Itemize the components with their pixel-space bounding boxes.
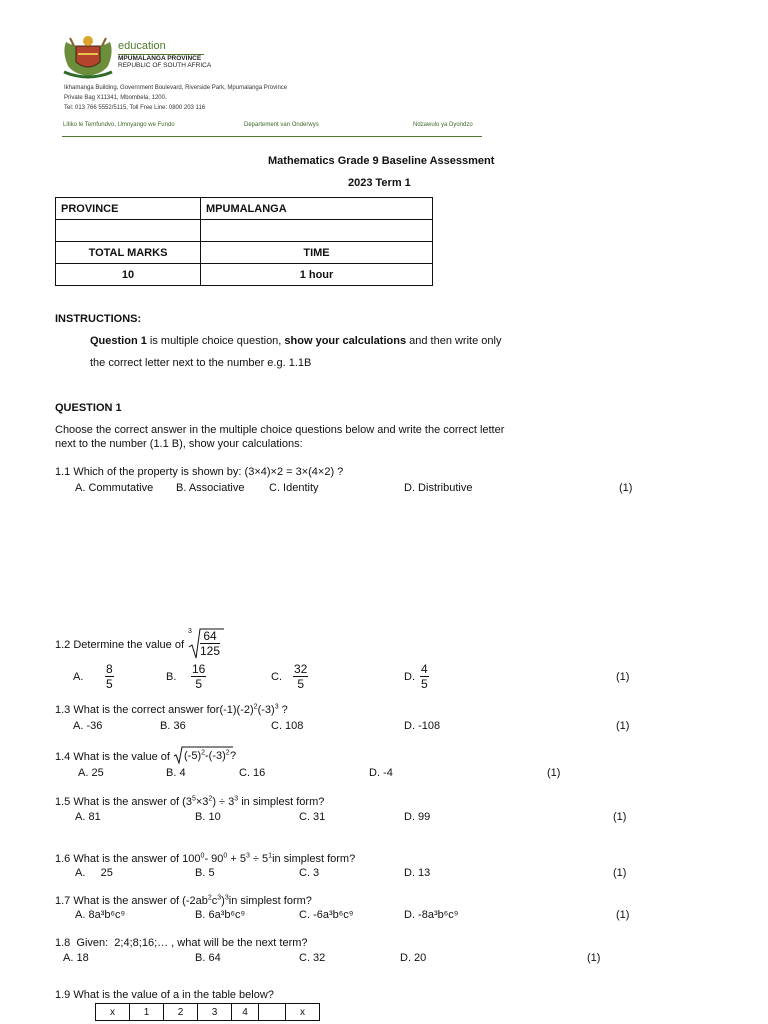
fraction-numerator: 8 (106, 662, 113, 676)
q1-2-mark: (1) (616, 671, 630, 683)
q1-5-text-part: in simplest form? (238, 796, 325, 808)
lang-line-2: Departement van Onderwys (244, 122, 319, 128)
fraction-denominator: 5 (421, 677, 428, 691)
exponent: 2 (207, 894, 212, 902)
exponent: 2 (201, 749, 206, 757)
q1-2-text: 1.2 Determine the value of (55, 639, 185, 651)
q1-6-mark: (1) (613, 867, 627, 879)
q1-1-option-c: C. Identity (269, 482, 319, 494)
instructions-text-3: and then write only (406, 335, 502, 347)
q1-4-mark: (1) (547, 767, 561, 779)
q1-1-option-a: A. Commutative (75, 482, 154, 494)
lang-line-3: Ndzawulo ya Dyondzo (413, 122, 473, 128)
q1-8-option-c: C. 32 (299, 952, 326, 964)
q1-3-mark: (1) (616, 720, 630, 732)
question-1-intro-2: next to the number (1.1 B), show your calculations: (55, 438, 303, 450)
q1-8-option-b: B. 64 (195, 952, 221, 964)
lang-line-1: Litiko le Temfundvo, Umnyango we Fundo (63, 122, 175, 128)
exponent: 2 (208, 795, 213, 803)
q1-4-option-a: A. 25 (78, 767, 104, 779)
q1-7-text-part: c (211, 895, 218, 907)
q1-7-text (55, 895, 312, 907)
empty-cell (201, 220, 433, 242)
table-cell: 1 (130, 1004, 164, 1021)
q1-8-mark: (1) (587, 952, 601, 964)
address-line-1: Ikhamanga Building, Government Boulevard, Riverside Park, Mpumalanga Province (64, 85, 288, 91)
q1-1-mark: (1) (619, 482, 633, 494)
q1-3-text-part: (-3) (257, 704, 275, 716)
q1-6-text-part: 1.6 What is the answer of 100 (55, 853, 201, 865)
q1-6-option-a: A. 25 (75, 867, 113, 879)
exponent: 3 (217, 894, 222, 902)
q1-6-text-part: ÷ 5 (249, 853, 269, 865)
q1-3-text-part: 1.3 What is the correct answer for(-1)(-2) (55, 704, 254, 716)
fraction-denominator: 5 (195, 677, 203, 691)
q1-7-text-part: 1.7 What is the answer of (-2ab (55, 895, 208, 907)
q1-5-option-b: B. 10 (195, 811, 221, 823)
instructions-heading: INSTRUCTIONS: (55, 313, 142, 325)
assessment-title: Mathematics Grade 9 Baseline Assessment (268, 155, 495, 167)
q1-7-option-a: A. 8a³b⁶c⁹ (75, 909, 126, 921)
q1-5-option-d: D. 99 (404, 811, 431, 823)
q1-4-option-c: C. 16 (239, 767, 266, 779)
question-1-intro-1: Choose the correct answer in the multiple choice questions below and write the correct letter (55, 424, 505, 436)
total-marks-label-cell: TOTAL MARKS (56, 242, 201, 264)
q1-4-radicand (184, 750, 230, 762)
q1-9-text: 1.9 What is the value of a in the table below? (55, 989, 274, 1001)
table-cell: 3 (198, 1004, 232, 1021)
fraction-numerator: 32 (294, 662, 308, 676)
radicand-part: (-5) (184, 750, 202, 762)
q1-6-text (55, 853, 355, 865)
instructions-question-ref: Question 1 (90, 335, 147, 347)
q1-5-option-c: C. 31 (299, 811, 326, 823)
q1-5-text-part: 1.5 What is the answer of (3 (55, 796, 192, 808)
province-value-cell: MPUMALANGA (201, 198, 433, 220)
q1-6-option-c: C. 3 (299, 867, 320, 879)
instructions-line-2: the correct letter next to the number e.g. 1.1B (90, 357, 312, 369)
q1-1-option-d: D. Distributive (404, 482, 473, 494)
root-denominator: 125 (200, 644, 221, 658)
info-table (55, 197, 433, 286)
exponent: 5 (191, 795, 196, 803)
q1-3-option-c: C. 108 (271, 720, 304, 732)
q1-7-mark: (1) (616, 909, 630, 921)
instructions-text-1: is multiple choice question, (146, 335, 285, 347)
q1-2-option-c-fraction (293, 662, 308, 691)
table-cell (259, 1004, 286, 1021)
exponent: 3 (224, 894, 229, 902)
letterhead-divider (62, 136, 482, 137)
province-label-cell: PROVINCE (56, 198, 201, 220)
dept-name: education (118, 40, 166, 52)
exponent: 0 (200, 852, 205, 860)
table-cell: x (286, 1004, 320, 1021)
exponent: 2 (225, 749, 230, 757)
q1-5-mark: (1) (613, 811, 627, 823)
table-cell: 4 (232, 1004, 259, 1021)
country-line: REPUBLIC OF SOUTH AFRICA (118, 62, 212, 69)
q1-5-text (55, 796, 324, 808)
q1-3-option-b: B. 36 (160, 720, 186, 732)
q1-9-value-table (95, 1003, 320, 1021)
q1-3-text (55, 704, 288, 716)
q1-7-text-part: ) (221, 895, 225, 907)
q1-2-option-d-fraction (420, 662, 429, 691)
time-label-cell: TIME (201, 242, 433, 264)
q1-7-text-part: in simplest form? (228, 895, 312, 907)
q1-7-option-d: D. -8a³b⁶c⁹ (404, 909, 459, 921)
instructions-line-1 (90, 335, 501, 347)
exponent: 3 (245, 852, 250, 860)
q1-3-option-d: D. -108 (404, 720, 441, 732)
fraction-denominator: 5 (106, 677, 113, 691)
q1-5-text-part: ) ÷ 3 (212, 796, 235, 808)
exponent: 3 (274, 703, 279, 711)
q1-2-option-b-fraction (191, 662, 206, 691)
q1-4-text: 1.4 What is the value of (55, 751, 170, 763)
root-numerator: 64 (200, 629, 220, 644)
fraction-denominator: 5 (297, 677, 305, 691)
q1-2-option-d-label: D. (404, 671, 415, 683)
q1-6-text-part: - 90 (204, 853, 224, 865)
q1-2-option-a-label: A. (73, 671, 84, 683)
q1-6-text-part: in simplest form? (272, 853, 356, 865)
exponent: 3 (234, 795, 239, 803)
q1-8-text: 1.8 Given: 2;4;8;16;… , what will be the next term? (55, 937, 308, 949)
coat-of-arms-logo (60, 32, 116, 80)
address-line-3: Tel: 013 766 5552/5115, Toll Free Line: 0800 203 116 (64, 105, 206, 111)
q1-2-option-c-label: C. (271, 671, 282, 683)
exponent: 1 (268, 852, 273, 860)
q1-4-question-mark: ? (230, 750, 237, 762)
q1-3-option-a: A. -36 (73, 720, 103, 732)
exponent: 0 (223, 852, 228, 860)
instructions-bold-text: show your calculations (284, 335, 407, 347)
exponent: 2 (253, 703, 258, 711)
q1-5-option-a: A. 81 (75, 811, 101, 823)
table-cell: 2 (164, 1004, 198, 1021)
q1-6-text-part: + 5 (227, 853, 246, 865)
q1-4-option-b: B. 4 (166, 767, 186, 779)
assessment-term: 2023 Term 1 (348, 177, 411, 189)
letterhead (60, 30, 492, 142)
q1-3-text-part: ? (278, 704, 288, 716)
total-marks-value-cell: 10 (56, 264, 201, 286)
q1-1-option-b: B. Associative (176, 482, 245, 494)
root-fraction (200, 629, 220, 658)
time-value-cell: 1 hour (201, 264, 433, 286)
radicand-part: -(-3) (205, 750, 226, 762)
q1-1-text: 1.1 Which of the property is shown by: (3×4)×2 = 3×(4×2) ? (55, 466, 344, 478)
question-1-heading: QUESTION 1 (55, 402, 122, 414)
q1-8-option-a: A. 18 (63, 952, 89, 964)
q1-5-text-part: ×3 (195, 796, 209, 808)
root-index: 3 (188, 628, 192, 635)
fraction-numerator: 4 (421, 662, 428, 676)
table-cell: x (96, 1004, 130, 1021)
q1-4-option-d: D. -4 (369, 767, 393, 779)
q1-7-option-c: C. -6a³b⁶c⁹ (299, 909, 354, 921)
q1-2-option-a-fraction (105, 662, 114, 691)
empty-cell (56, 220, 201, 242)
address-line-2: Private Bag X11341, Mbombela, 1200. (64, 95, 167, 101)
q1-7-option-b: B. 6a³b⁶c⁹ (195, 909, 246, 921)
fraction-numerator: 16 (192, 662, 206, 676)
province-line: MPUMALANGA PROVINCE (118, 55, 202, 62)
q1-8-option-d: D. 20 (400, 952, 427, 964)
q1-2-option-b-label: B. (166, 671, 177, 683)
q1-6-option-d: D. 13 (404, 867, 431, 879)
q1-6-option-b: B. 5 (195, 867, 215, 879)
